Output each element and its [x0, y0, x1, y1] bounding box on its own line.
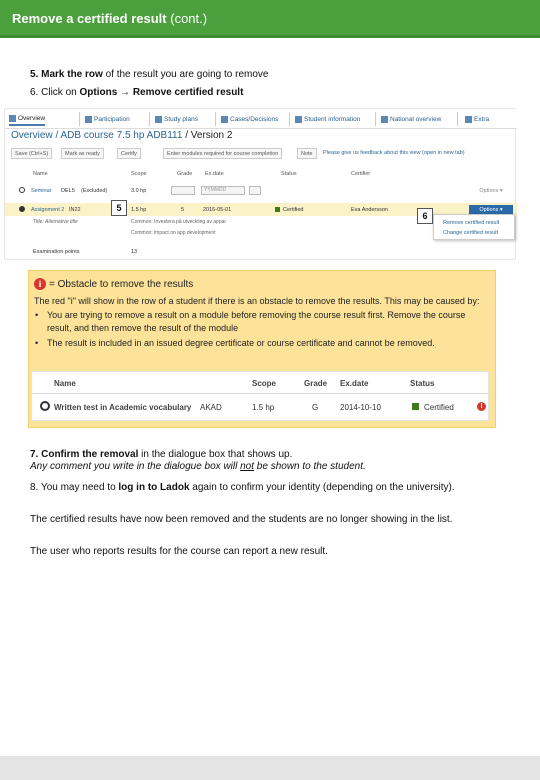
- options-button-active[interactable]: Options ▾: [469, 205, 513, 215]
- study-plans-icon: [155, 116, 162, 123]
- step-8: 8. You may need to log in to Ladok again to confirm your identity (depending on the university).: [30, 482, 455, 493]
- overview-icon: [9, 115, 16, 122]
- tab-extra[interactable]: Extra: [465, 113, 489, 126]
- header-bar: [0, 0, 540, 38]
- tab-student-information[interactable]: Student information: [295, 113, 360, 126]
- step-6: 6. Click on Options → Remove certified result: [30, 87, 244, 98]
- table-row-selected[interactable]: Assignment 2 IN22 1.5 hp 5 2016-05-01 Certified Eva Andersson Options ▾: [5, 203, 517, 216]
- table-row[interactable]: Written test in Academic vocabulary AKAD 1.5 hp G 2014-10-10 Certified !: [32, 394, 490, 421]
- title-bold: Remove a certified result: [12, 11, 167, 26]
- remove-certified-result-item[interactable]: Remove certified result: [443, 220, 500, 226]
- row-radio[interactable]: [40, 401, 50, 411]
- slide-title: [12, 11, 207, 26]
- breadcrumb-version: Version 2: [190, 130, 233, 141]
- ladok-tabbar: [5, 109, 517, 129]
- extra-icon: [465, 116, 472, 123]
- save-button[interactable]: Save (Ctrl+S): [11, 148, 52, 159]
- step-7: 7. Confirm the removal in the dialogue box that shows up. Any comment you write in the dialogue box will not be shown to the student.: [30, 449, 366, 472]
- tab-divider: [289, 112, 290, 126]
- exam-date-input[interactable]: YYMMDD: [201, 186, 245, 195]
- tab-divider: [375, 112, 376, 126]
- example-table-header: Name Scope Grade Ex.date Status: [32, 372, 490, 394]
- tab-participation[interactable]: Participation: [85, 113, 130, 126]
- tab-national-overview[interactable]: National overview: [381, 113, 441, 126]
- student-icon: [295, 116, 302, 123]
- tab-divider: [457, 112, 458, 126]
- info-title: i = Obstacle to remove the results: [34, 278, 193, 290]
- cases-icon: [221, 116, 228, 123]
- options-dropdown: [433, 214, 515, 240]
- tab-overview[interactable]: Overview: [9, 113, 45, 126]
- certified-status-icon: [275, 207, 280, 212]
- row-radio-selected[interactable]: [19, 206, 25, 212]
- options-button[interactable]: Options ▾: [469, 186, 513, 196]
- feedback-link[interactable]: Please give us feedback about this view (open in new tab): [323, 150, 465, 156]
- tab-cases[interactable]: Cases/Decisions: [221, 113, 278, 126]
- info-icon: i: [34, 278, 46, 290]
- certified-status-icon: [412, 403, 419, 410]
- breadcrumb-overview[interactable]: Overview: [11, 130, 53, 141]
- change-certified-result-item[interactable]: Change certified result: [443, 230, 499, 236]
- list-item: • The result is included in an issued degree certificate or course certificate and cannot be removed.: [34, 337, 489, 350]
- obstacle-info-box: [28, 270, 496, 428]
- example-result-table: [31, 371, 489, 421]
- certify-button[interactable]: Certify: [117, 148, 141, 159]
- enter-modules-button[interactable]: Enter modules required for course completion: [163, 148, 282, 159]
- table-row[interactable]: Seminar DEL5 (Excluded) 3.0 hp YYMMDD Options ▾: [5, 184, 517, 197]
- row-radio[interactable]: [19, 187, 25, 193]
- list-item: • You are trying to remove a result on a module before removing the course result first. Remove the course result, and then remove the result of the module: [34, 309, 489, 335]
- national-icon: [381, 116, 388, 123]
- exam-points-row: Examination points 13: [33, 249, 138, 255]
- checkbox[interactable]: [249, 186, 261, 195]
- info-body: The red "i" will show in the row of a student if there is an obstacle to remove the results. This may be caused by: • You are trying to remove a result on a module before removing the course result first. Remove the course result, and then remove the result of the module • The result is included in an issued degree certificate or course certificate and cannot be removed.: [34, 295, 489, 352]
- ladok-screenshot: [4, 108, 516, 260]
- step-5: 5. Mark the row of the result you are going to remove: [30, 69, 269, 80]
- results-table-header: Name Scope Grade Ex.date Status Certifier: [33, 171, 371, 177]
- tab-divider: [79, 112, 80, 126]
- title-suffix: (cont.): [170, 11, 208, 26]
- tab-study-plans[interactable]: Study plans: [155, 113, 198, 126]
- tab-divider: [149, 112, 150, 126]
- participation-icon: [85, 116, 92, 123]
- breadcrumb: Overview / ADB course 7.5 hp ADB111 / Version 2: [11, 130, 233, 141]
- obstacle-icon: !: [477, 402, 486, 411]
- callout-6: 6: [417, 208, 433, 224]
- report-new-result-text: The user who reports results for the course can report a new result.: [30, 546, 328, 557]
- mark-as-ready-button[interactable]: Mark as ready: [61, 148, 104, 159]
- result-removed-text: The certified results have now been removed and the students are no longer showing in the list.: [30, 514, 453, 525]
- callout-5: 5: [111, 200, 127, 216]
- obstacle-list: [34, 309, 489, 350]
- breadcrumb-course[interactable]: ADB course 7.5 hp ADB111: [60, 130, 183, 141]
- step-list: [30, 66, 268, 102]
- tab-divider: [215, 112, 216, 126]
- grade-select[interactable]: [171, 186, 195, 195]
- module-info: Title: Alternative title Common: Investera på utveckling av appar Common: impact on app development: [33, 219, 227, 236]
- footer-bar: [0, 756, 540, 780]
- note-button[interactable]: Note: [297, 148, 317, 159]
